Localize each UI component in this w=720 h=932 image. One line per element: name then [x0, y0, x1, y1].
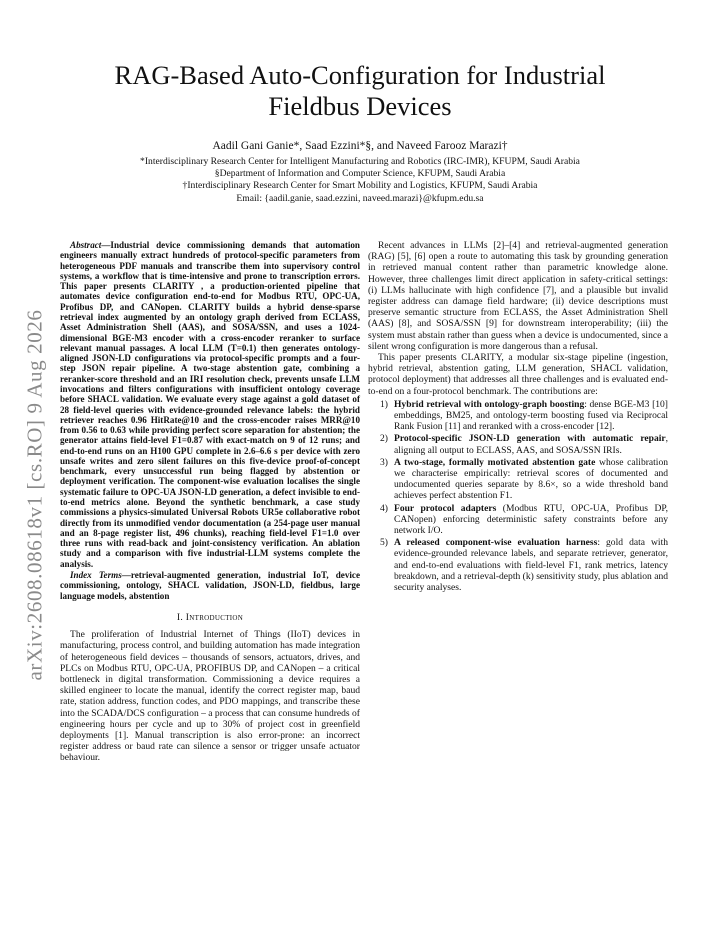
- index-terms-lead: Index Terms: [70, 570, 122, 580]
- author-email: Email: {aadil.ganie, saad.ezzini, naveed.marazi}@kfupm.edu.sa: [236, 192, 484, 204]
- affiliations: [40, 156, 680, 205]
- arxiv-sidebar: [18, 309, 52, 681]
- paper-title: RAG-Based Auto-Configuration for Industrial Fieldbus Devices: [114, 60, 606, 121]
- intro-paragraph-3: This paper presents CLARITY, a modular six-stage pipeline (ingestion, hybrid retrieval, abstention gating, LLM generation, SHACL validation, protocol deployment) that addresses all three challenges and is evaluated end-to-end on a four-protocol benchmark. The contributions are:: [368, 352, 668, 397]
- arxiv-identifier: arXiv:2608.08618v1 [cs.RO] 9 Aug 2026: [22, 309, 47, 681]
- abstract-lead: Abstract: [70, 240, 102, 250]
- section-heading-introduction: I. Introduction: [176, 611, 244, 623]
- left-column: [60, 240, 360, 764]
- index-terms: [60, 570, 360, 601]
- abstract: [60, 240, 360, 569]
- abstract-text: —Industrial device commissioning demands that automation engineers manually extract hundreds of protocol-specific parameters from heterogeneous PDF manuals and transcribe them into supervisory control systems, a workflow that is time-intensive and prone to transcription errors. This paper presents CLARITY , a production-oriented pipeline that automates device configuration end-to-end for Modbus RTU, OPC-UA, Profibus DP, and CANopen. CLARITY builds a hybrid dense-sparse retrieval index augmented by an ontology graph derived from ECLASS, Asset Administration Shell (AAS), and SOSA/SSN, and uses a 1024-dimensional BGE-M3 encoder with a cross-encoder reranker to surface relevant manual passages. A local LLM (T=0.1) then generates ontology-aligned JSON-LD configurations via protocol-specific prompts and a four-step JSON repair pipeline. A two-stage abstention gate, combining a reranker-score threshold and an IRI resolution check, prevents unsafe LLM invocations and filters configurations with insufficient ontology coverage before SHACL validation. We evaluate every stage against a gold dataset of 28 field-level queries with evidence-grounded relevance labels: the hybrid retriever reaches 0.96 HitRate@10 and the cross-encoder raises MRR@10 from 0.56 to 0.63 while providing perfect score separation for abstention; the generator attains field-level F1=0.87 with exact-match on 9 of 12 runs; and end-to-end runs on an H100 GPU complete in 2.6–6.6 s per device with zero unsafe writes and zero silent failures on this five-device proof-of-concept benchmark, every unsuccessful run being flagged by abstention or deployment verification. The component-wise evaluation localises the single systematic failure to OPC-UA JSON-LD generation, a defect invisible to end-to-end metrics alone. Beyond the synthetic benchmark, a case study commissions a physics-simulated Universal Robots UR5e collaborative robot directly from its unmodified vendor documentation (a 254-page user manual and an 8-page register list, 496 chunks), reaching field-level F1=1.0 over three runs with read-back and joint-consistency verification. An ablation study and a comparison with five industrial-LLM systems complete the analysis.: [60, 240, 360, 569]
- intro-paragraph-2: Recent advances in LLMs [2]–[4] and retrieval-augmented generation (RAG) [5], [6] open a route to automating this task by grounding generation in retrieved manual content rather than parametric knowledge alone. However, three challenges limit direct application in safety-critical settings: (i) LLMs hallucinate with high confidence [7], and a plausible but invalid register address can damage field hardware; (ii) device descriptions must preserve semantic structure from ECLASS, the Asset Administration Shell (AAS) [8], and SOSA/SSN [9] for downstream interoperability; (iii) the system must abstain rather than guess when a device is undocumented, since a silent wrong configuration is more dangerous than a refusal.: [368, 240, 668, 352]
- contribution-item: 2) Protocol-specific JSON-LD generation with automatic repair, aligning all output to ECLASS, AAS, and SOSA/SSN IRIs.: [380, 433, 668, 456]
- index-terms-text: —retrieval-augmented generation, industrial IoT, device commissioning, ontology, SHACL validation, JSON-LD, fieldbus, large language models, abstention: [60, 570, 360, 601]
- right-column: [368, 240, 668, 594]
- affiliation-3: †Interdisciplinary Research Center for Smart Mobility and Logistics, KFUPM, Saudi Arabia: [182, 180, 538, 192]
- contribution-item: 1) Hybrid retrieval with ontology-graph boosting: dense BGE-M3 [10] embeddings, BM25, and ontology-term boosting fused via Reciprocal Rank Fusion [11] and reranked with a cross-encoder [12].: [380, 398, 668, 433]
- contribution-item: 4) Four protocol adapters (Modbus RTU, OPC-UA, Profibus DP, CANopen) enforcing deterministic safety constraints before any network I/O.: [380, 502, 668, 537]
- affiliation-2: §Department of Information and Computer Science, KFUPM, Saudi Arabia: [214, 168, 506, 180]
- contribution-item: 5) A released component-wise evaluation harness: gold data with evidence-grounded relevance labels, and separate retriever, generator, and end-to-end evaluations with field-level F1, rank metrics, latency breakdown, and a retrieval-depth (k) sensitivity study, plus ablation and security analyses.: [380, 537, 668, 594]
- author-list: Aadil Gani Ganie*, Saad Ezzini*§, and Naveed Farooz Marazi†: [212, 140, 508, 152]
- affiliation-1: *Interdisciplinary Research Center for Intelligent Manufacturing and Robotics (IRC-IMR), KFUPM, Saudi Arabia: [140, 156, 580, 167]
- contributions-list: [368, 399, 668, 593]
- contribution-item: 3) A two-stage, formally motivated abstention gate whose calibration we characterise empirically: retrieval scores of documented and undocumented queries separate by 8.6×, so a wide threshold band achieves perfect abstention F1.: [380, 456, 668, 502]
- intro-paragraph-1: The proliferation of Industrial Internet of Things (IIoT) devices in manufacturing, process control, and building automation has made integration of heterogeneous field devices – thousands of sensors, actuators, drives, and PLCs on Modbus RTU, OPC-UA, PROFIBUS DP, and CANopen – a critical bottleneck in digital transformation. Commissioning a device requires a skilled engineer to locate the manual, identify the correct register map, baud rate, station address, function codes, and PDO mappings, and transcribe these into the SCADA/DCS configuration – a process that can consume hundreds of engineering hours per cycle and up to 30% of project cost in greenfield deployments [1]. Manual transcription is also error-prone: an incorrect register address or baud rate can silence a sensor or trigger unsafe actuator behaviour.: [60, 629, 360, 764]
